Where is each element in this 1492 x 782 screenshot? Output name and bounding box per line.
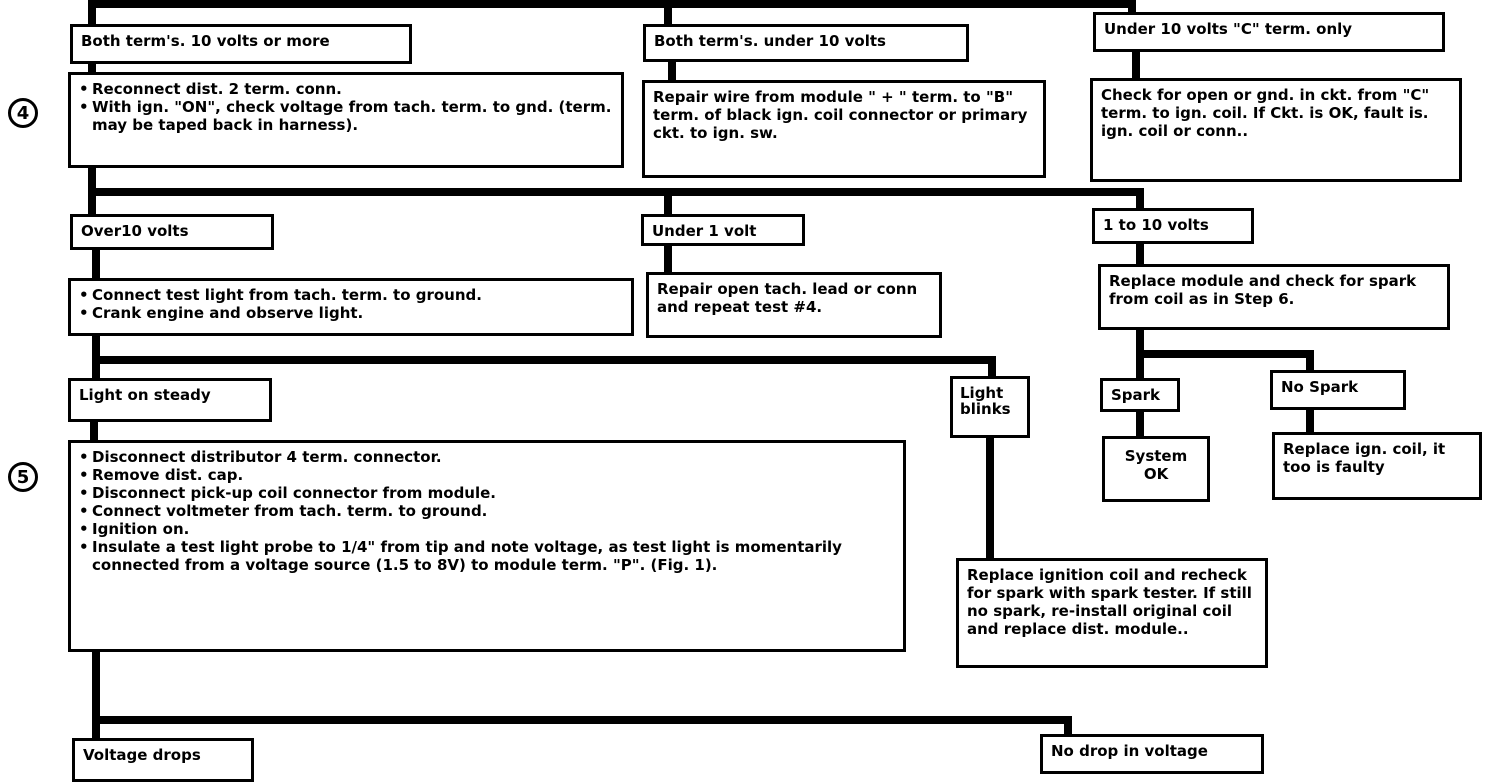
step-5-bullet: • Ignition on. <box>79 520 895 538</box>
step-4-number: 4 <box>16 102 30 124</box>
step-5-bullet: • Insulate a test light probe to 1/4" from tip and note voltage, as test light is momentarily connected from a voltage source (1.5 to 8V) to module term. "P". (Fig. 1). <box>79 538 895 574</box>
result-label: Both term's. 10 volts or more <box>81 32 330 50</box>
result-label: No drop in voltage <box>1051 742 1208 760</box>
step-4-action-list <box>79 80 613 134</box>
step-4-bullet: • Reconnect dist. 2 term. conn. <box>79 80 613 98</box>
action-text: Repair open tach. lead or conn and repeat test #4. <box>657 280 918 316</box>
step-5-number: 5 <box>16 466 30 488</box>
step-5-action-box <box>68 440 906 652</box>
result-label: Under 10 volts "C" term. only <box>1104 20 1353 38</box>
step-5-bullet: • Remove dist. cap. <box>79 466 895 484</box>
result-spark <box>1100 378 1180 412</box>
replace-module-box <box>1098 264 1450 330</box>
step-4-action-box <box>68 72 624 168</box>
result-label: Light on steady <box>79 386 211 404</box>
result-label: Both term's. under 10 volts <box>654 32 886 50</box>
result-label: Voltage drops <box>83 746 201 764</box>
result-both-under-10 <box>643 24 969 62</box>
action-text: Repair wire from module " + " term. to "B" term. of black ign. coil connector or primary ckt. to ign. sw. <box>653 88 1028 142</box>
test-light-action-list <box>79 286 623 322</box>
result-label: Under 1 volt <box>652 222 757 240</box>
step-5-marker <box>8 462 38 492</box>
replace-coil-faulty-box <box>1272 432 1482 500</box>
step-5-bullet: • Connect voltmeter from tach. term. to ground. <box>79 502 895 520</box>
result-no-spark <box>1270 370 1406 410</box>
result-label: Over10 volts <box>81 222 189 240</box>
repair-wire-module-box <box>642 80 1046 178</box>
result-over-10 <box>70 214 274 250</box>
result-both-10-or-more <box>70 24 412 64</box>
step-4-marker <box>8 98 38 128</box>
test-light-action-box <box>68 278 634 336</box>
action-text: Replace ign. coil, it too is faulty <box>1283 440 1446 476</box>
result-voltage-drops <box>72 738 254 782</box>
check-open-gnd-box <box>1090 78 1462 182</box>
action-text: Replace module and check for spark from coil as in Step 6. <box>1109 272 1417 308</box>
repair-open-tach-box <box>646 272 942 338</box>
result-label: Light blinks <box>960 384 1011 418</box>
step-5-bullet: • Disconnect pick-up coil connector from module. <box>79 484 895 502</box>
action-text: System OK <box>1124 447 1188 483</box>
result-no-drop <box>1040 734 1264 774</box>
test-light-bullet: • Connect test light from tach. term. to ground. <box>79 286 623 304</box>
test-light-bullet: • Crank engine and observe light. <box>79 304 623 322</box>
step-4-bullet: • With ign. "ON", check voltage from tach. term. to gnd. (term. may be taped back in harness). <box>79 98 613 134</box>
action-text: Check for open or gnd. in ckt. from "C" term. to ign. coil. If Ckt. is OK, fault is. ign. coil or conn.. <box>1101 86 1430 140</box>
replace-ignition-coil-box <box>956 558 1268 668</box>
result-label: No Spark <box>1281 378 1359 396</box>
system-ok-box <box>1102 436 1210 502</box>
result-under-10-c-only <box>1093 12 1445 52</box>
result-label: Spark <box>1111 386 1161 404</box>
action-text: Replace ignition coil and recheck for spark with spark tester. If still no spark, re-install original coil and replace dist. module.. <box>967 566 1252 638</box>
step-5-bullet: • Disconnect distributor 4 term. connector. <box>79 448 895 466</box>
result-1-to-10 <box>1092 208 1254 244</box>
result-under-1 <box>641 214 805 246</box>
result-light-on-steady <box>68 378 272 422</box>
result-light-blinks <box>950 376 1030 438</box>
result-label: 1 to 10 volts <box>1103 216 1209 234</box>
step-5-action-list <box>79 448 895 574</box>
